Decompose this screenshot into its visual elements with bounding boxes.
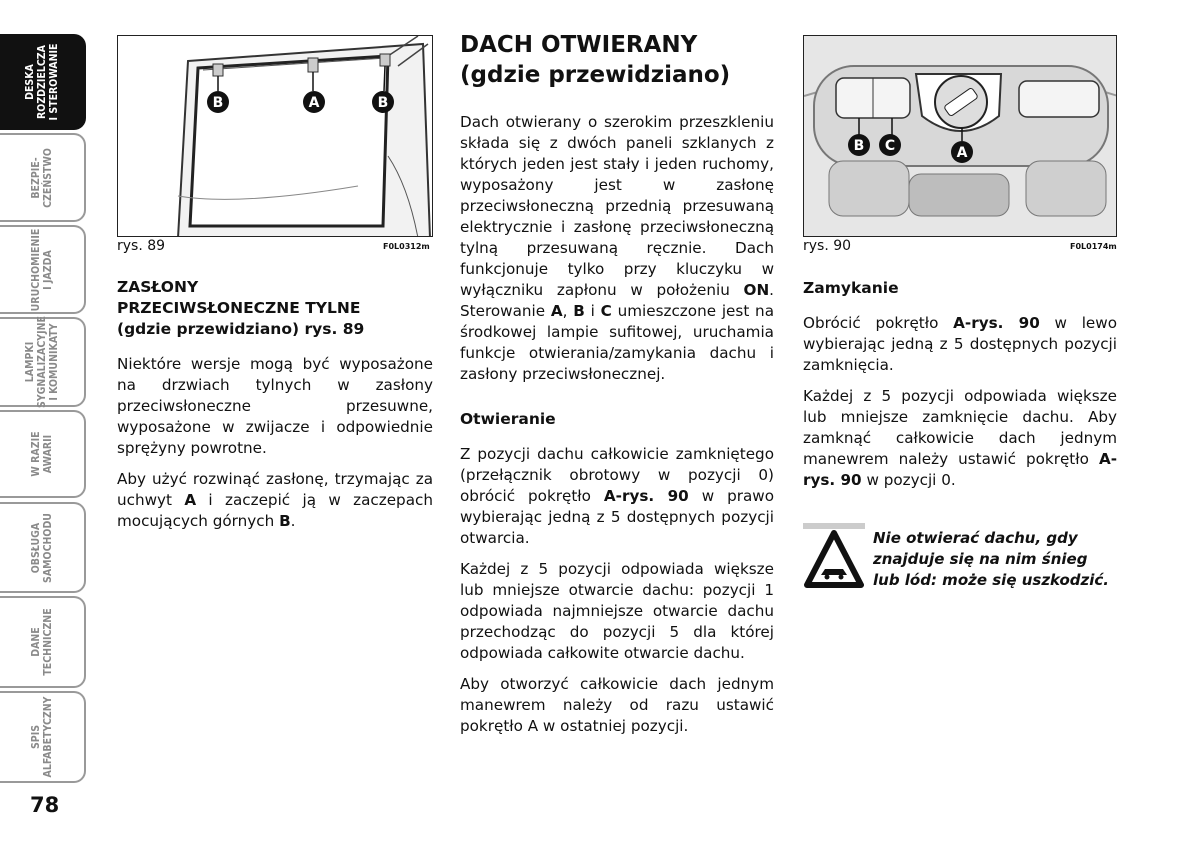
text-run: w lewo wybierając jedną z 5 dostępnych pozycji zamknięcia.	[803, 314, 1117, 374]
text-run: i zaczepić ją w zaczepach mocujących górnych	[117, 491, 433, 530]
text-run: umieszczone jest na środkowej lampie sufitowej, uruchamia funkcje otwierania/zamykania dachu i zasłony przeciwsłonecznej.	[460, 302, 774, 383]
text-run: Każdej z 5 pozycji odpowiada większe lub mniejsze zamknięcie dachu. Aby zamknąć całkowicie dach jednym manewrem należy ustawić pokrętło	[803, 387, 1117, 468]
text-run: w prawo wybierając jedną z 5 dostępnych pozycji otwarcia.	[460, 487, 774, 547]
title-line-1: DACH OTWIERANY	[460, 32, 698, 58]
text-run: .	[290, 512, 296, 530]
bold-ref: ON	[743, 281, 770, 299]
paragraph: Każdej z 5 pozycji odpowiada większe lub mniejsze otwarcie dachu: pozycji 1 odpowiada najmniejsze otwarcie dachu przechodząc do pozycji 5 dla której odpowiada całkowite otwarcie dachu.	[460, 560, 774, 662]
figure-89	[117, 35, 433, 237]
tab-deska-rozdzielcza[interactable]: DESKA ROZDZIELCZA I STEROWANIE	[0, 34, 86, 130]
subheading-zamykanie: Zamykanie	[803, 279, 899, 297]
paragraph	[460, 112, 774, 385]
label-c: C	[884, 138, 896, 154]
tab-lampki[interactable]: LAMPKI SYGNALIZACYJNE I KOMUNIKATY	[0, 317, 86, 407]
title-line-2: (gdzie przewidziano)	[460, 62, 731, 88]
figure-90-code: F0L0174m	[1070, 242, 1117, 251]
tab-spis[interactable]: SPIS ALFABETYCZNY	[0, 691, 86, 783]
subheading-otwieranie: Otwieranie	[460, 410, 556, 428]
paragraph: Niektóre wersje mogą być wyposażone na drzwiach tylnych w zasłony przeciwsłoneczne przesuwne, wyposażone w zwijacze i odpowiednie sprężyny powrotne.	[117, 355, 433, 457]
paragraph	[803, 386, 1117, 491]
figure-90	[803, 35, 1117, 237]
figure-90-caption: rys. 90	[803, 238, 852, 254]
label-a: A	[308, 95, 320, 111]
label-b-right: B	[377, 95, 389, 111]
left-column	[117, 277, 433, 542]
section-title	[460, 30, 730, 90]
bold-ref: B	[573, 302, 585, 320]
figure-89-caption: rys. 89	[117, 238, 166, 254]
tab-uruchomienie[interactable]: URUCHOMIENIE I JAZDA	[0, 225, 86, 314]
bold-ref: A-rys. 90	[603, 487, 689, 505]
figure-89-code: F0L0312m	[383, 242, 430, 251]
sunshade-heading	[117, 277, 433, 340]
roof-control-panel-illustration	[804, 36, 1117, 237]
text-run: Dach otwierany o szerokim przeszkleniu składa się z dwóch paneli szklanych z których jeden jest stały i jeden ruchomy, wyposażony jest w zasłonę przeciwsłoneczną przednią przesuwaną elektrycznie i zasłonę przeciwsłoneczną tylną przesuwaną ręcznie. Dach funkcjonuje tylko przy kluczyku w wyłączniku zapłonu w położeniu	[460, 113, 774, 299]
label-a: A	[956, 145, 968, 161]
text-run: w pozycji 0.	[861, 471, 956, 489]
label-b: B	[853, 138, 865, 154]
heading-line-2: PRZECIWSŁONECZNE TYLNE	[117, 299, 361, 317]
paragraph	[803, 313, 1117, 376]
bold-ref: C	[600, 302, 612, 320]
bold-ref: A	[550, 302, 563, 320]
paragraph: Aby otworzyć całkowicie dach jednym manewrem należy od razu ustawić pokrętło A w ostatniej pozycji.	[460, 675, 774, 735]
text-run: i	[584, 302, 601, 320]
page-number: 78	[30, 793, 60, 817]
bold-ref: A	[184, 491, 197, 509]
heading-line-1: ZASŁONY	[117, 278, 199, 296]
tab-obsluga[interactable]: OBSŁUGA SAMOCHODU	[0, 502, 86, 593]
warning-icon-frame	[803, 523, 865, 589]
tab-bezpieczenstwo[interactable]: BEZPIE- CZEŃSTWO	[0, 133, 86, 222]
text-run: Obrócić pokrętło	[803, 314, 954, 332]
text-run: Z pozycji dachu całkowicie zamkniętego (przełącznik obrotowy w pozycji 0) obrócić pokrętło	[460, 445, 774, 505]
paragraph	[460, 444, 774, 549]
tab-w-razie-awarii[interactable]: W RAZIE AWARII	[0, 410, 86, 498]
paragraph	[117, 469, 433, 532]
bold-ref: A-rys. 90	[803, 450, 1117, 489]
text-run: . Sterowanie	[460, 281, 774, 320]
label-b-left: B	[212, 95, 224, 111]
text-run: Aby użyć rozwinąć zasłonę, trzymając za uchwyt	[117, 470, 433, 509]
text-run: ,	[562, 302, 574, 320]
right-column	[803, 278, 1117, 501]
warning-text: Nie otwierać dachu, gdy znajduje się na nim śnieg lub lód: może się uszkodzić.	[873, 529, 1109, 589]
middle-column	[460, 112, 774, 747]
rear-door-sunshade-illustration	[118, 36, 433, 237]
warning-triangle-icon	[803, 529, 865, 589]
bold-ref: A-rys. 90	[953, 314, 1040, 332]
heading-line-3: (gdzie przewidziano) rys. 89	[117, 320, 365, 338]
bold-ref: B	[279, 512, 291, 530]
tab-dane-techniczne[interactable]: DANE TECHNICZNE	[0, 596, 86, 688]
